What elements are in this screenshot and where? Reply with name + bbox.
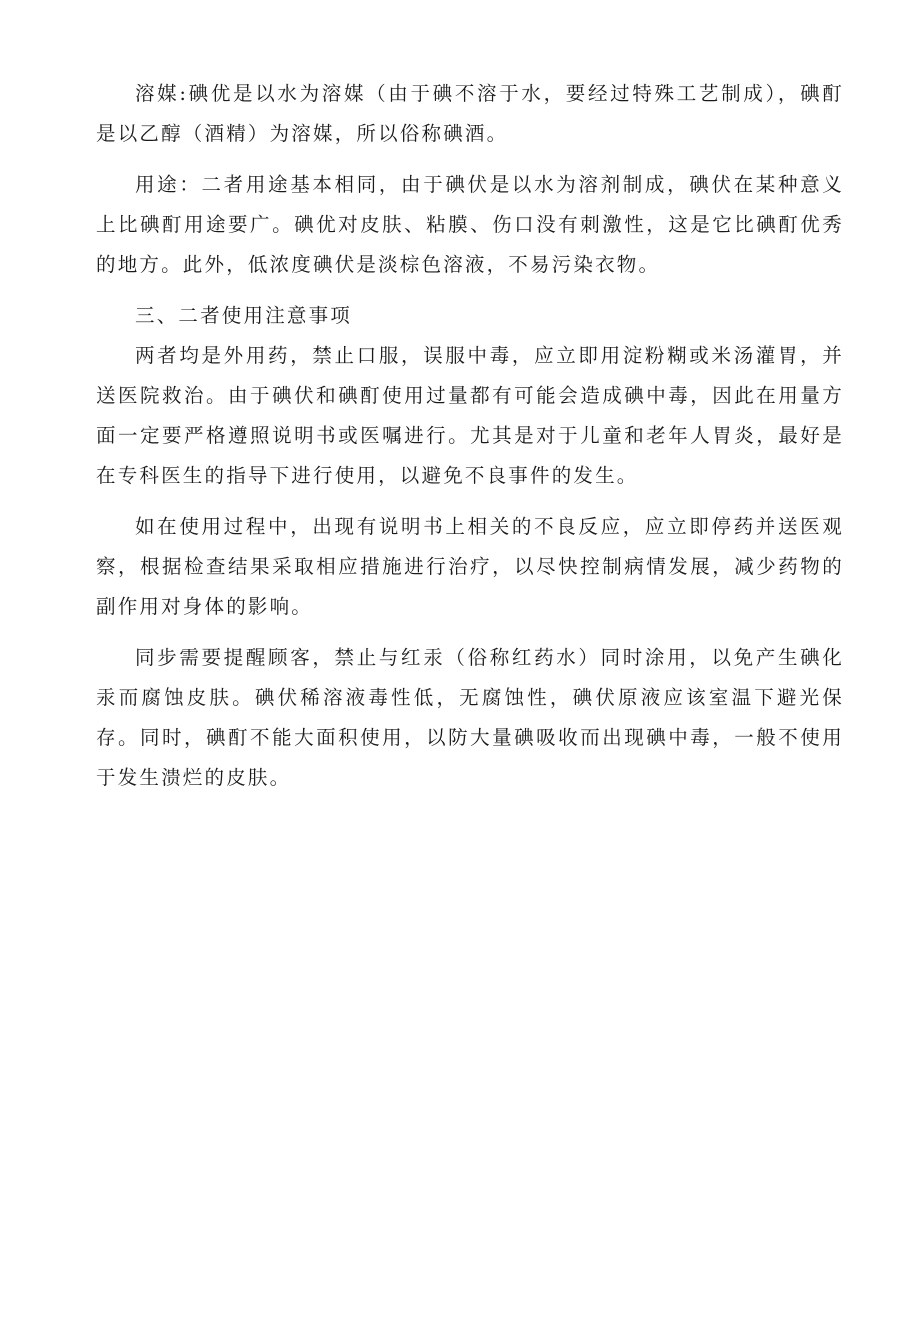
paragraph-solvent: 溶媒:碘优是以水为溶媒（由于碘不溶于水，要经过特殊工艺制成），碘酊是以乙醇（酒精）为溶媒，所以俗称碘酒。: [96, 82, 844, 145]
section-heading: 三、二者使用注意事项: [135, 304, 353, 327]
paragraph-reminder: 同步需要提醒顾客，禁止与红汞（俗称红药水）同时涂用，以免产生碘化汞而腐蚀皮肤。碘伏稀溶液毒性低，无腐蚀性，碘伏原液应该室温下避光保存。同时，碘酊不能大面积使用，以防大量碘吸收而出现碘中毒，一般不使用于发生溃烂的皮肤。: [96, 646, 844, 789]
paragraph-usage: 用途：二者用途基本相同，由于碘伏是以水为溶剂制成，碘伏在某种意义上比碘酊用途要广。碘优对皮肤、粘膜、伤口没有刺激性，这是它比碘酊优秀的地方。此外，低浓度碘伏是淡棕色溶液，不易污染衣物。: [96, 173, 844, 276]
document-page: [96, 74, 844, 798]
paragraph-precautions: 两者均是外用药，禁止口服，误服中毒，应立即用淀粉糊或米汤灌胃，并送医院救治。由于碘伏和碘酊使用过量都有可能会造成碘中毒，因此在用量方面一定要严格遵照说明书或医嘱进行。尤其是对于儿童和老年人胃炎，最好是在专科医生的指导下进行使用，以避免不良事件的发生。: [96, 344, 844, 487]
paragraph-adverse-reactions: 如在使用过程中，出现有说明书上相关的不良反应，应立即停药并送医观察，根据检查结果采取相应措施进行治疗，以尽快控制病情发展，减少药物的副作用对身体的影响。: [96, 515, 844, 618]
